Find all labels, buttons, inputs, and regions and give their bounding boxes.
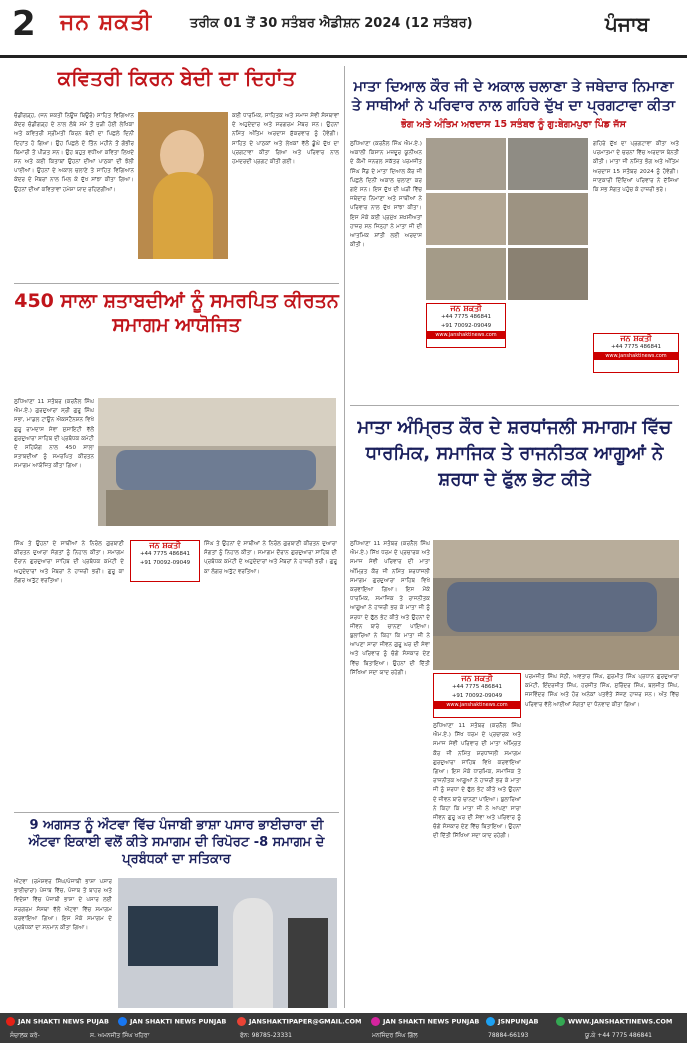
section-title: ਪੰਜਾਬ xyxy=(605,12,650,36)
jan-shakti-ad xyxy=(130,540,200,582)
instagram-icon xyxy=(371,1017,380,1026)
story2-subhead: ਭੋਗ ਅਤੇ ਅੰਤਿਮ ਅਰਦਾਸ 15 ਸਤੰਬਰ ਨੂੰ ਗੁ:ਬੇਗਮਪੁਰਾ ਪਿੰਡ ਜੱਸ xyxy=(401,119,626,130)
jan-shakti-ad xyxy=(426,303,506,348)
page-number: 2 xyxy=(12,4,36,44)
story4-headline: ਮਾਤਾ ਅੰਮ੍ਰਿਤ ਕੌਰ ਦੇ ਸ਼ਰਧਾਂਜਲੀ ਸਮਾਗਮ ਵਿੱਚ ਧਾਰਮਿਕ, ਸਮਾਜਿਕ ਤੇ ਰਾਜਨੀਤਕ ਆਗੂਆਂ ਨੇ ਸ਼ਰਧਾ ਦੇ ਫੁੱਲ ਭੇਟ ਕੀਤੇ xyxy=(357,417,672,491)
divider xyxy=(14,283,339,284)
story2-photo-5 xyxy=(426,248,506,300)
story2-photo-6 xyxy=(508,248,588,300)
twitter-icon xyxy=(486,1017,495,1026)
story1-body-col1: ਚੰਡੀਗੜ੍ਹ, (ਜਨ ਸ਼ਕਤੀ ਨਿਊਜ਼ ਬਿਊਰੋ) ਸਾਹਿਤ ਵਿਗਿਆਨ ਕੇਂਦਰ ਚੰਡੀਗੜ੍ਹ ਦੇ ਨਾਲ ਲੰਬੇ ਸਮੇਂ ਤੋਂ ਜੁੜੀ ਹੋਈ ਲੇਖਿਕਾ ਅਤੇ ਕਵਿਤਰੀ ਸ੍ਰੀਮਤੀ ਕਿਰਨ ਬੇਦੀ ਦਾ ਪਿਛਲੇ ਦਿਨੀਂ ਦਿਹਾਂਤ ਹੋ ਗਿਆ। ਉਹ ਪਿਛਲੇ ਦੋ ਤਿੰਨ ਮਹੀਨੇ ਤੋਂ ਗੰਭੀਰ ਬਿਮਾਰੀ ਤੋਂ ਪੀੜਤ ਸਨ। ਉਹ ਬਹੁਤ ਵਧੀਆ ਕਵਿਤਾ ਲਿਖਦੇ ਸਨ ਅਤੇ ਕਈ ਕਿਤਾਬਾਂ ਉਹਨਾਂ ਦੀਆਂ ਪਾਠਕਾਂ ਦੀ ਝੋਲੀ ਪਾਈਆਂ। ਉਹਨਾਂ ਦੇ ਅਕਾਲ ਚਲਾਣੇ ਤੇ ਸਾਹਿਤ ਵਿਗਿਆਨ ਕੇਂਦਰ ਦੇ ਮੈਂਬਰਾਂ ਨਾਲ ਮਿਲ ਕੇ ਦੁੱਖ ਸਾਂਝਾ ਕੀਤਾ ਗਿਆ। ਉਹਨਾਂ ਦੀਆਂ ਕਵਿਤਾਵਾਂ ਹਮੇਸ਼ਾ ਯਾਦ ਰਹਿਣਗੀਆਂ। xyxy=(14,113,134,193)
footer-twitter[interactable]: JSNPUNJAB xyxy=(486,1017,538,1026)
story4-body-col3: ਲੁਧਿਆਣਾ 11 ਸਤੰਬਰ (ਕਰਨੈਲ ਸਿੰਘ ਐਮ.ਏ.) ਸਿੱਖ ਧਰਮ ਦੇ ਪ੍ਰਚਾਰਕ ਅਤੇ ਸਮਾਜ ਸੇਵੀ ਪਰਿਵਾਰ ਦੀ ਮਾਤਾ ਅੰਮ੍ਰਿਤ ਕੌਰ ਜੀ ਨਮਿੱਤ ਸ਼ਰਧਾਂਜਲੀ ਸਮਾਗਮ ਗੁਰਦੁਆਰਾ ਸਾਹਿਬ ਵਿਖੇ ਕਰਵਾਇਆ ਗਿਆ। ਇਸ ਮੌਕੇ ਧਾਰਮਿਕ, ਸਮਾਜਿਕ ਤੇ ਰਾਜਨੀਤਕ ਆਗੂਆਂ ਨੇ ਹਾਜ਼ਰੀ ਭਰ ਕੇ ਮਾਤਾ ਜੀ ਨੂੰ ਸ਼ਰਧਾ ਦੇ ਫੁੱਲ ਭੇਟ ਕੀਤੇ ਅਤੇ ਉਹਨਾਂ ਦੇ ਜੀਵਨ ਬਾਰੇ ਚਾਨਣਾ ਪਾਇਆ। ਬੁਲਾਰਿਆਂ ਨੇ ਕਿਹਾ ਕਿ ਮਾਤਾ ਜੀ ਨੇ ਆਪਣਾ ਸਾਰਾ ਜੀਵਨ ਗੁਰੂ ਘਰ ਦੀ ਸੇਵਾ ਅਤੇ ਪਰਿਵਾਰ ਨੂੰ ਚੰਗੇ ਸੰਸਕਾਰ ਦੇਣ ਵਿੱਚ ਬਿਤਾਇਆ। ਉਹਨਾਂ ਦੀ ਦਿੱਤੀ ਸਿੱਖਿਆ ਸਦਾ ਯਾਦ ਰਹੇਗੀ। xyxy=(433,723,521,840)
ad-phone1: +44 7775 486841 xyxy=(440,314,492,320)
jan-shakti-ad xyxy=(433,673,521,718)
ad-phone2: +91 70092-09049 xyxy=(139,560,191,566)
ad-phone1: +44 7775 486841 xyxy=(610,344,662,350)
footer-uk-phone: ਯੂ.ਕੇ +44 7775 486841 xyxy=(585,1032,652,1039)
jan-shakti-ad xyxy=(593,333,679,373)
story3-headline: 450 ਸਾਲਾ ਸ਼ਤਾਬਦੀਆਂ ਨੂੰ ਸਮਰਪਿਤ ਕੀਰਤਨ ਸਮਾਗਮ ਆਯੋਜਿਤ xyxy=(14,290,339,336)
masthead-logo: ਜਨ ਸ਼ਕਤੀ xyxy=(60,10,153,35)
ad-phone1: +44 7775 486841 xyxy=(451,684,503,690)
story2-body-col1: ਲੁਧਿਆਣਾ (ਕਰਨੈਲ ਸਿੰਘ ਐਮ.ਏ.) ਅਕਾਲੀ ਕਿਸਾਨ ਮਜ਼ਦੂਰ ਯੂਨੀਅਨ ਦੇ ਕੌਮੀ ਜਨਰਲ ਸਕੱਤਰ ਪਰਮਜੀਤ ਸਿੰਘ ਸੈਂਡ ਦੇ ਮਾਤਾ ਦਿਆਲ ਕੌਰ ਜੀ ਪਿਛਲੇ ਦਿਨੀਂ ਅਕਾਲ ਚਲਾਣਾ ਕਰ ਗਏ ਸਨ। ਇਸ ਦੁੱਖ ਦੀ ਘੜੀ ਵਿੱਚ ਜਥੇਦਾਰ ਨਿਮਾਣਾ ਅਤੇ ਸਾਥੀਆਂ ਨੇ ਪਰਿਵਾਰ ਨਾਲ ਦੁੱਖ ਸਾਂਝਾ ਕੀਤਾ। ਇਸ ਮੌਕੇ ਕਈ ਪ੍ਰਮੁੱਖ ਸ਼ਖ਼ਸੀਅਤਾਂ ਹਾਜ਼ਰ ਸਨ ਜਿਨ੍ਹਾਂ ਨੇ ਮਾਤਾ ਜੀ ਦੀ ਆਤਮਿਕ ਸ਼ਾਂਤੀ ਲਈ ਅਰਦਾਸ ਕੀਤੀ। xyxy=(350,141,422,249)
footer-youtube[interactable]: JAN SHAKTI NEWS PUJAB xyxy=(6,1017,109,1026)
email-icon xyxy=(237,1017,246,1026)
column-divider xyxy=(344,66,345,1008)
ad-website: www.janshaktinews.com xyxy=(594,352,678,360)
ad-phone2: +91 70092-09049 xyxy=(451,693,503,699)
story1-portrait-photo xyxy=(138,112,228,259)
story2-photo-1 xyxy=(426,138,506,190)
footer-label: ਸੰਚਾਲਕ ਕਰੋ- xyxy=(10,1032,40,1039)
ad-brand: ਜਨ ਸ਼ਕਤੀ xyxy=(620,334,652,343)
footer-editor: ਸ. ਅਮਨਜੀਤ ਸਿੰਘ ਖਹਿਰਾ xyxy=(90,1032,150,1039)
divider xyxy=(14,812,339,813)
story3-body-col3: ਸਿੰਘ ਤੇ ਉਹਨਾਂ ਦੇ ਸਾਥੀਆਂ ਨੇ ਨਿਰੋਲ ਗੁਰਬਾਣੀ ਕੀਰਤਨ ਦੁਆਰਾ ਸੰਗਤਾਂ ਨੂੰ ਨਿਹਾਲ ਕੀਤਾ। ਸਮਾਗਮ ਦੌਰਾਨ ਗੁਰਦੁਆਰਾ ਸਾਹਿਬ ਦੀ ਪ੍ਰਬੰਧਕ ਕਮੇਟੀ ਦੇ ਅਹੁਦੇਦਾਰਾਂ ਅਤੇ ਮੈਂਬਰਾਂ ਨੇ ਹਾਜ਼ਰੀ ਭਰੀ। ਗੁਰੂ ਕਾ ਲੰਗਰ ਅਤੁੱਟ ਵਰਤਿਆ। xyxy=(204,541,337,575)
ad-brand: ਜਨ ਸ਼ਕਤੀ xyxy=(149,541,181,550)
story3-kirtan-photo xyxy=(98,398,336,526)
story1-body-col2: ਕਈ ਧਾਰਮਿਕ, ਸਾਹਿਤਕ ਅਤੇ ਸਮਾਜ ਸੇਵੀ ਸੰਸਥਾਵਾਂ ਦੇ ਅਹੁਦੇਦਾਰ ਅਤੇ ਸਰਗਰਮ ਮੈਂਬਰ ਸਨ। ਉਹਨਾਂ ਨਮਿੱਤ ਅੰਤਿਮ ਅਰਦਾਸ ਸ਼ੁੱਕਰਵਾਰ ਨੂੰ ਹੋਵੇਗੀ। ਸਾਹਿਤ ਦੇ ਪਾਠਕਾਂ ਅਤੇ ਲੇਖਕਾਂ ਵੱਲੋਂ ਡੂੰਘੇ ਦੁੱਖ ਦਾ ਪ੍ਰਗਟਾਵਾ ਕੀਤਾ ਗਿਆ ਅਤੇ ਪਰਿਵਾਰ ਨਾਲ ਹਮਦਰਦੀ ਪ੍ਰਗਟ ਕੀਤੀ ਗਈ। xyxy=(232,113,339,166)
edition-date: ਤਰੀਕ 01 ਤੋਂ 30 ਸਤੰਬਰ ਐਡੀਸ਼ਨ 2024 (12 ਸਤੰਬਰ) xyxy=(190,16,473,31)
ad-brand: ਜਨ ਸ਼ਕਤੀ xyxy=(461,674,493,683)
globe-icon xyxy=(556,1017,565,1026)
ad-brand: ਜਨ ਸ਼ਕਤੀ xyxy=(450,304,482,313)
footer-website[interactable]: WWW.JANSHAKTINEWS.COM xyxy=(556,1017,672,1026)
footer-manager: ਮਨਜਿੰਦਰ ਸਿੰਘ ਗਿੱਲ xyxy=(372,1032,418,1039)
footer-email[interactable]: JANSHAKTIPAPER@GMAIL.COM xyxy=(237,1017,361,1026)
footer-instagram[interactable]: JAN SHAKTI NEWS PUNJAB xyxy=(371,1017,479,1026)
ad-website: www.janshaktinews.com xyxy=(434,701,520,709)
page-footer xyxy=(0,1013,687,1043)
story2-photo-4 xyxy=(508,193,588,245)
story5-headline: 9 ਅਗਸਤ ਨੂੰ ਔਟਵਾ ਵਿੱਚ ਪੰਜਾਬੀ ਭਾਸ਼ਾ ਪਸਾਰ ਭਾਈਚਾਰਾ ਦੀ ਔਟਵਾ ਇਕਾਈ ਵਲੋਂ ਕੀਤੇ ਸਮਾਗਮ ਦੀ ਰਿਪੋਰਟ -8 ਸਮਾਗਮ ਦੇ ਪ੍ਰਬੰਧਕਾਂ ਦਾ ਸਤਿਕਾਰ xyxy=(28,818,325,867)
ad-phone2: +91 70092-09049 xyxy=(440,323,492,329)
story2-photo-3 xyxy=(426,193,506,245)
divider xyxy=(350,405,679,406)
story4-body-col1: ਲੁਧਿਆਣਾ 11 ਸਤੰਬਰ (ਕਰਨੈਲ ਸਿੰਘ ਐਮ.ਏ.) ਸਿੱਖ ਧਰਮ ਦੇ ਪ੍ਰਚਾਰਕ ਅਤੇ ਸਮਾਜ ਸੇਵੀ ਪਰਿਵਾਰ ਦੀ ਮਾਤਾ ਅੰਮ੍ਰਿਤ ਕੌਰ ਜੀ ਨਮਿੱਤ ਸ਼ਰਧਾਂਜਲੀ ਸਮਾਗਮ ਗੁਰਦੁਆਰਾ ਸਾਹਿਬ ਵਿਖੇ ਕਰਵਾਇਆ ਗਿਆ। ਇਸ ਮੌਕੇ ਧਾਰਮਿਕ, ਸਮਾਜਿਕ ਤੇ ਰਾਜਨੀਤਕ ਆਗੂਆਂ ਨੇ ਹਾਜ਼ਰੀ ਭਰ ਕੇ ਮਾਤਾ ਜੀ ਨੂੰ ਸ਼ਰਧਾ ਦੇ ਫੁੱਲ ਭੇਟ ਕੀਤੇ ਅਤੇ ਉਹਨਾਂ ਦੇ ਜੀਵਨ ਬਾਰੇ ਚਾਨਣਾ ਪਾਇਆ। ਬੁਲਾਰਿਆਂ ਨੇ ਕਿਹਾ ਕਿ ਮਾਤਾ ਜੀ ਨੇ ਆਪਣਾ ਸਾਰਾ ਜੀਵਨ ਗੁਰੂ ਘਰ ਦੀ ਸੇਵਾ ਅਤੇ ਪਰਿਵਾਰ ਨੂੰ ਚੰਗੇ ਸੰਸਕਾਰ ਦੇਣ ਵਿੱਚ ਬਿਤਾਇਆ। ਉਹਨਾਂ ਦੀ ਦਿੱਤੀ ਸਿੱਖਿਆ ਸਦਾ ਯਾਦ ਰਹੇਗੀ। xyxy=(350,541,430,676)
page-header xyxy=(0,0,687,58)
story1-headline: ਕਵਿਤਰੀ ਕਿਰਨ ਬੇਦੀ ਦਾ ਦਿਹਾਂਤ xyxy=(57,66,296,90)
ad-website: www.janshaktinews.com xyxy=(427,331,505,339)
story3-body-col2: ਸਿੰਘ ਤੇ ਉਹਨਾਂ ਦੇ ਸਾਥੀਆਂ ਨੇ ਨਿਰੋਲ ਗੁਰਬਾਣੀ ਕੀਰਤਨ ਦੁਆਰਾ ਸੰਗਤਾਂ ਨੂੰ ਨਿਹਾਲ ਕੀਤਾ। ਸਮਾਗਮ ਦੌਰਾਨ ਗੁਰਦੁਆਰਾ ਸਾਹਿਬ ਦੀ ਪ੍ਰਬੰਧਕ ਕਮੇਟੀ ਦੇ ਅਹੁਦੇਦਾਰਾਂ ਅਤੇ ਮੈਂਬਰਾਂ ਨੇ ਹਾਜ਼ਰੀ ਭਰੀ। ਗੁਰੂ ਕਾ ਲੰਗਰ ਅਤੁੱਟ ਵਰਤਿਆ। xyxy=(14,541,124,584)
story2-photo-2 xyxy=(508,138,588,190)
ad-phone1: +44 7775 486841 xyxy=(139,551,191,557)
story3-body-col1: ਲੁਧਿਆਣਾ 11 ਸਤੰਬਰ (ਕਰਨੈਲ ਸਿੰਘ ਐਮ.ਏ.) ਗੁਰਦੁਆਰਾ ਸ੍ਰੀ ਗੁਰੂ ਸਿੰਘ ਸਭਾ, ਮਾਡਲ ਟਾਊਨ ਐਕਸਟੈਨਸ਼ਨ ਵਿਖੇ ਗੁਰੂ ਰਾਮਦਾਸ ਸੇਵਾ ਸੁਸਾਇਟੀ ਵੱਲੋਂ ਗੁਰਦੁਆਰਾ ਸਾਹਿਬ ਦੀ ਪ੍ਰਬੰਧਕ ਕਮੇਟੀ ਦੇ ਸਹਿਯੋਗ ਨਾਲ 450 ਸਾਲਾ ਸ਼ਤਾਬਦੀਆਂ ਨੂੰ ਸਮਰਪਿਤ ਕੀਰਤਨ ਸਮਾਗਮ ਆਯੋਜਿਤ ਕੀਤਾ ਗਿਆ। xyxy=(14,399,94,470)
story2-body-col2: ਗਹਿਰੇ ਦੁੱਖ ਦਾ ਪ੍ਰਗਟਾਵਾ ਕੀਤਾ ਅਤੇ ਪਰਮਾਤਮਾ ਦੇ ਚਰਨਾਂ ਵਿੱਚ ਅਰਦਾਸ ਬੇਨਤੀ ਕੀਤੀ। ਮਾਤਾ ਜੀ ਨਮਿੱਤ ਭੋਗ ਅਤੇ ਅੰਤਿਮ ਅਰਦਾਸ 15 ਸਤੰਬਰ 2024 ਨੂੰ ਹੋਵੇਗੀ। ਜਾਣਕਾਰੀ ਦਿੰਦਿਆਂ ਪਰਿਵਾਰ ਨੇ ਦੱਸਿਆ ਕਿ ਸਭ ਸੰਗਤ ਪਹੁੰਚ ਕੇ ਹਾਜ਼ਰੀ ਭਰੇ। xyxy=(593,141,679,194)
story5-body: ਔਟਵਾ (ਰਮੇਸ਼ਵਰ ਸਿੰਘ/ਪੰਜਾਬੀ ਭਾਸ਼ਾ ਪਸਾਰ ਭਾਈਚਾਰਾ) ਪੰਜਾਬ ਵਿੱਚ, ਪੰਜਾਬ ਤੋਂ ਬਾਹਰ ਅਤੇ ਵਿਦੇਸ਼ਾਂ ਵਿੱਚ ਪੰਜਾਬੀ ਭਾਸ਼ਾ ਦੇ ਪਸਾਰ ਲਈ ਸਰਗਰਮ ਸੰਸਥਾ ਵੱਲੋਂ ਔਟਵਾ ਵਿੱਚ ਸਮਾਗਮ ਕਰਵਾਇਆ ਗਿਆ। ਇਸ ਮੌਕੇ ਸਮਾਗਮ ਦੇ ਪ੍ਰਬੰਧਕਾਂ ਦਾ ਸਨਮਾਨ ਕੀਤਾ ਗਿਆ। xyxy=(14,879,112,932)
youtube-icon xyxy=(6,1017,15,1026)
story2-headline: ਮਾਤਾ ਦਿਆਲ ਕੌਰ ਜੀ ਦੇ ਅਕਾਲ ਚਲਾਣਾ ਤੇ ਜਥੇਦਾਰ ਨਿਮਾਣਾ ਤੇ ਸਾਥੀਆਂ ਨੇ ਪਰਿਵਾਰ ਨਾਲ ਗਹਿਰੇ ਦੁੱਖ ਦਾ ਪ੍ਰਗਟਾਵਾ ਕੀਤਾ xyxy=(351,79,676,114)
footer-facebook[interactable]: JAN SHAKTI NEWS PUNJAB xyxy=(118,1017,226,1026)
footer-phone: ਫੋਨ: 98785-23331 xyxy=(240,1032,292,1039)
facebook-icon xyxy=(118,1017,127,1026)
story4-body-col2: ਪਰਮਜੀਤ ਸਿੰਘ ਸੇਠੀ, ਅਵਤਾਰ ਸਿੰਘ, ਗੁਰਮੀਤ ਸਿੰਘ ਪ੍ਰਧਾਨ ਗੁਰਦੁਆਰਾ ਕਮੇਟੀ, ਇੰਦਰਜੀਤ ਸਿੰਘ, ਹਰਜੀਤ ਸਿੰਘ, ਸੁਰਿੰਦਰ ਸਿੰਘ, ਬਲਜੀਤ ਸਿੰਘ, ਜਸਵਿੰਦਰ ਸਿੰਘ ਅਤੇ ਹੋਰ ਅਨੇਕਾਂ ਪਤਵੰਤੇ ਸੱਜਣ ਹਾਜ਼ਰ ਸਨ। ਅੰਤ ਵਿੱਚ ਪਰਿਵਾਰ ਵੱਲੋਂ ਆਈਆਂ ਸੰਗਤਾਂ ਦਾ ਧੰਨਵਾਦ ਕੀਤਾ ਗਿਆ। xyxy=(525,674,679,708)
footer-phone2: 78884-66193 xyxy=(488,1032,529,1039)
story4-gathering-photo xyxy=(433,540,679,670)
story5-ceremony-photo xyxy=(118,878,337,1008)
